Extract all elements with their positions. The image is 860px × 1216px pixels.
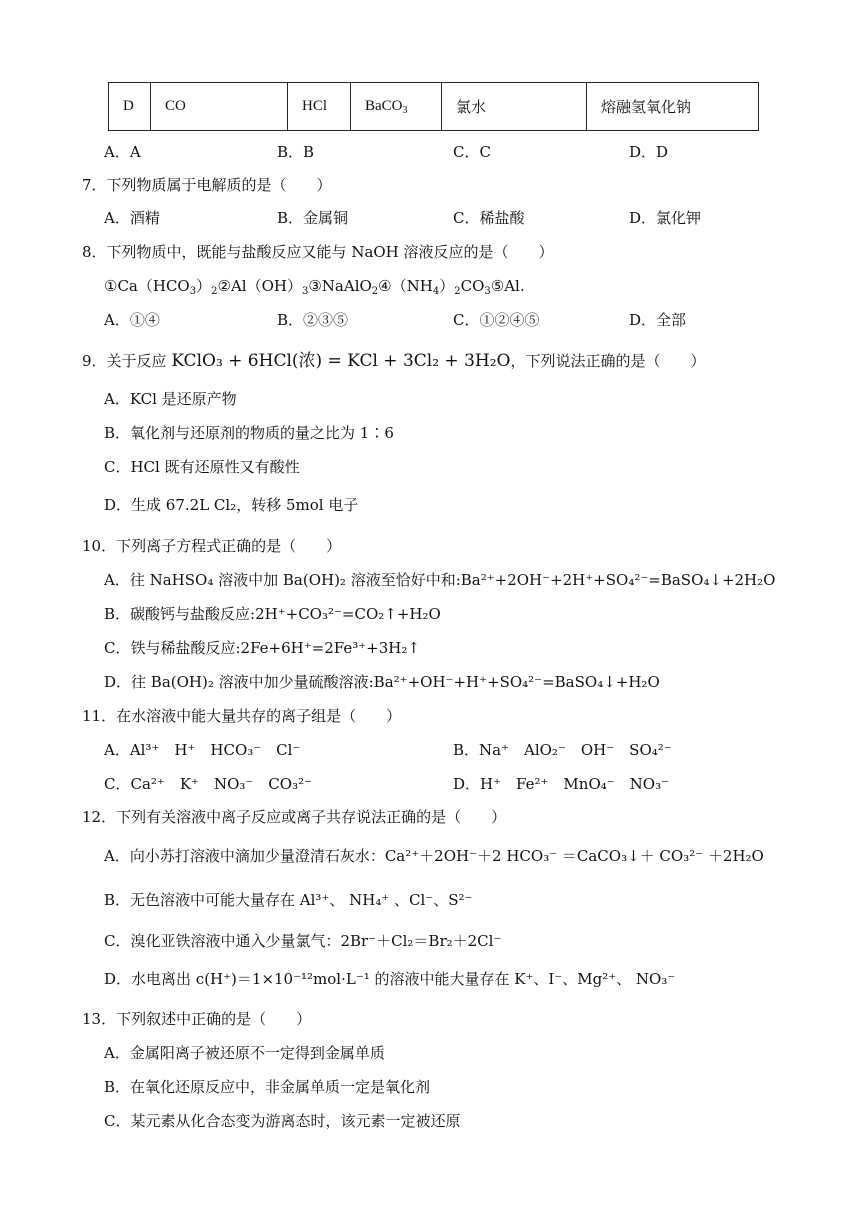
q7-option-b: B．金属铜 <box>277 209 349 227</box>
q9-option-b: B．氧化剂与还原剂的物质的量之比为 1∶6 <box>104 424 394 442</box>
q7-option-a: A．酒精 <box>104 209 160 227</box>
q8-option-c: C．①②④⑤ <box>453 311 540 329</box>
q13-stem: 13．下列叙述中正确的是（ ） <box>82 1010 312 1028</box>
q8-stem: 8．下列物质中，既能与盐酸反应又能与 NaOH 溶液反应的是（ ） <box>82 243 554 261</box>
q9-equation: KClO₃ + 6HCl(浓) = KCl + 3Cl₂ + 3H₂O <box>171 351 511 371</box>
q6-option-c: C．C <box>453 143 491 161</box>
q9-option-a: A．KCl 是还原产物 <box>104 390 237 408</box>
q11-option-a: A．Al³⁺ H⁺ HCO₃⁻ Cl⁻ <box>104 741 301 759</box>
q6-option-d: D．D <box>629 143 669 161</box>
q13-option-b: B．在氧化还原反应中，非金属单质一定是氧化剂 <box>104 1078 431 1096</box>
q7-option-c: C．稀盐酸 <box>453 209 525 227</box>
q6-option-b: B．B <box>277 143 315 161</box>
q7-stem: 7．下列物质属于电解质的是（ ） <box>82 176 332 194</box>
q12-option-c: C．溴化亚铁溶液中通入少量氯气：2Br⁻＋Cl₂＝Br₂＋2Cl⁻ <box>104 932 502 950</box>
table-cell: D <box>109 83 151 131</box>
q12-option-b: B．无色溶液中可能大量存在 Al³⁺、 NH₄⁺ 、Cl⁻、S²⁻ <box>104 891 473 909</box>
table-row <box>109 83 759 131</box>
subscript: 3 <box>402 104 408 116</box>
q9-stem: 9．关于反应 KClO₃ + 6HCl(浓) = KCl + 3Cl₂ + 3H₂O，下列说法正确的是（ ） <box>82 351 706 371</box>
q10-stem: 10．下列离子方程式正确的是（ ） <box>82 537 342 555</box>
q8-option-b: B．②③⑤ <box>277 311 349 329</box>
table-cell: 氯水 <box>442 83 587 131</box>
q9-option-d: D．生成 67.2L Cl₂，转移 5mol 电子 <box>104 496 359 514</box>
q11-option-b: B．Na⁺ AlO₂⁻ OH⁻ SO₄²⁻ <box>453 741 672 759</box>
q8-option-d: D．全部 <box>629 311 687 329</box>
q11-stem: 11．在水溶液中能大量共存的离子组是（ ） <box>82 707 402 725</box>
q8-substance-list: $①Ca(HCO_3)_2②Al(OH)_3③NaAlO_2④(NH_4)_2CO_3⑤Al$. <box>104 277 525 297</box>
q10-option-c: C．铁与稀盐酸反应:2Fe+6H⁺=2Fe³⁺+3H₂↑ <box>104 639 420 657</box>
q7-option-d: D．氯化钾 <box>629 209 702 227</box>
q11-option-d: D．H⁺ Fe²⁺ MnO₄⁻ NO₃⁻ <box>453 775 670 793</box>
q10-option-b: B．碳酸钙与盐酸反应:2H⁺+CO₃²⁻=CO₂↑+H₂O <box>104 605 441 623</box>
q9-option-c: C．HCl 既有还原性又有酸性 <box>104 458 300 476</box>
q10-option-d: D．往 Ba(OH)₂ 溶液中加少量硫酸溶液:Ba²⁺+OH⁻+H⁺+SO₄²⁻=BaSO₄↓+H₂O <box>104 673 660 691</box>
q8-option-a: A．①④ <box>104 311 160 329</box>
q12-option-d: D．水电离出 c(H⁺)＝1×10⁻¹²mol·L⁻¹ 的溶液中能大量存在 K⁺、I⁻、Mg²⁺、 NO₃⁻ <box>104 970 676 988</box>
table-cell: CO <box>151 83 288 131</box>
cell-text: BaCO <box>365 97 403 114</box>
q10-option-a: A．往 NaHSO₄ 溶液中加 Ba(OH)₂ 溶液至恰好中和:Ba²⁺+2OH⁻+2H⁺+SO₄²⁻=BaSO₄↓+2H₂O <box>104 571 776 589</box>
q13-option-c: C．某元素从化合态变为游离态时，该元素一定被还原 <box>104 1112 461 1130</box>
q6-option-a: A．A <box>104 143 141 161</box>
q13-option-a: A．金属阳离子被还原不一定得到金属单质 <box>104 1044 385 1062</box>
q12-option-a: A．向小苏打溶液中滴加少量澄清石灰水：Ca²⁺＋2OH⁻＋2 HCO₃⁻ ＝CaCO₃↓＋ CO₃²⁻ ＋2H₂O <box>104 847 764 865</box>
q12-stem: 12．下列有关溶液中离子反应或离子共存说法正确的是（ ） <box>82 808 507 826</box>
table-cell: HCl <box>288 83 351 131</box>
answer-table <box>108 82 759 131</box>
q11-option-c: C．Ca²⁺ K⁺ NO₃⁻ CO₃²⁻ <box>104 775 313 793</box>
table-cell <box>351 83 442 131</box>
table-cell: 熔融氢氧化钠 <box>587 83 759 131</box>
